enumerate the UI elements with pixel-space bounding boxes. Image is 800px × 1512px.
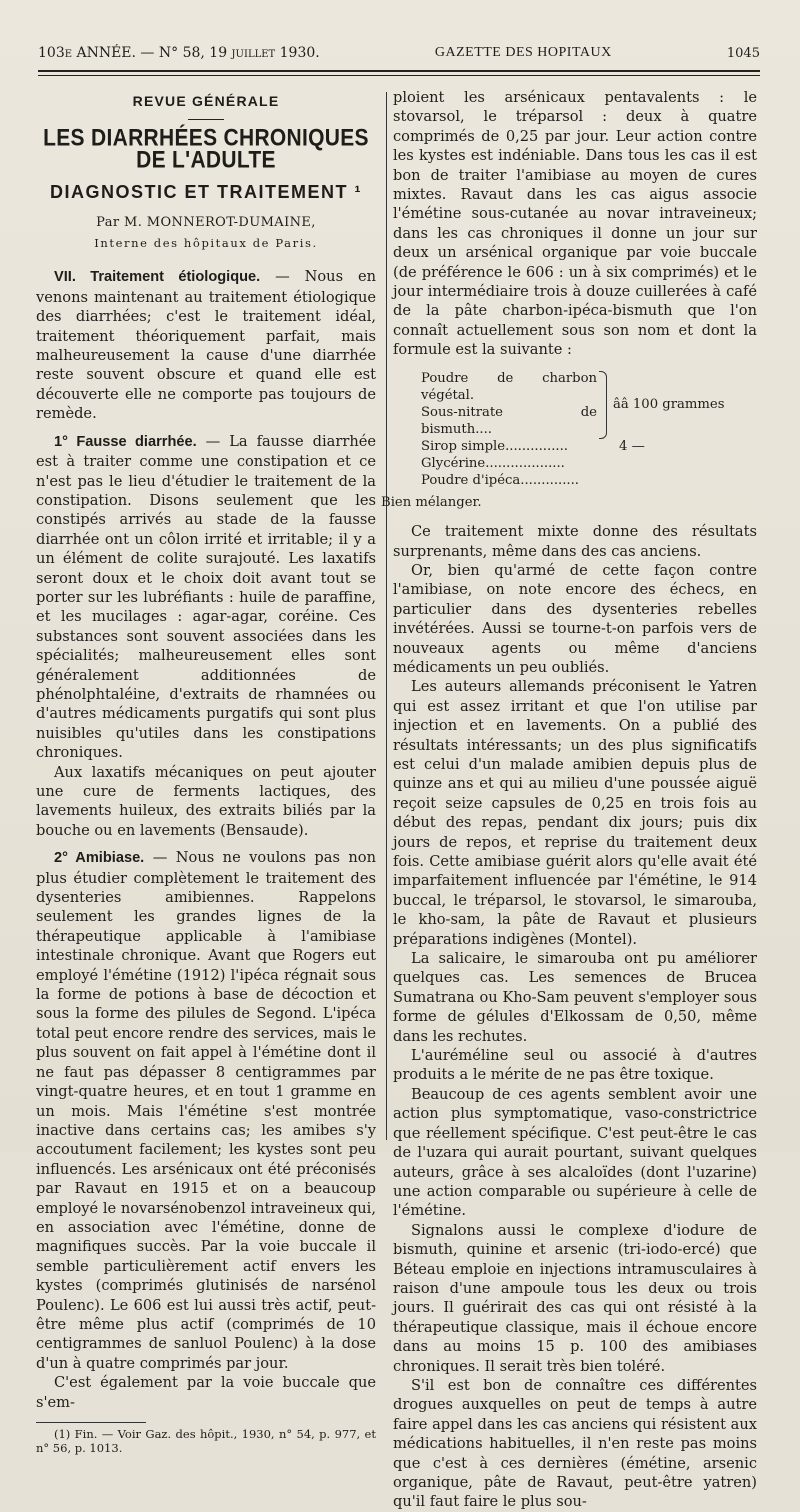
author-role: Interne des hôpitaux de Paris. [94, 236, 318, 251]
formula-item: Sirop simple............... [421, 438, 568, 454]
header-rule [38, 70, 760, 72]
article-subtitle: DIAGNOSTIC ET TRAITEMENT ¹ [50, 182, 362, 203]
footnote-rule [36, 1422, 146, 1423]
formula-note: Bien mélanger. [381, 494, 482, 510]
paragraph-text: — Nous en venons maintenant au traitement étiologique des diarrhées; c'est le traitement idéal, traitement théoriquement parfait, mais malheureusement la cause d'une diarrhée reste souvent obscure et quand elle est découverte elle ne comporte pas toujours de remède. [36, 268, 376, 423]
formula-item: Poudre d'ipéca.............. [421, 472, 579, 488]
paragraph: Aux laxatifs mécaniques on peut ajouter une cure de ferments lactiques, des lavements huileux, des extraits biliés par la bouche ou en lavements (Bensaude). [36, 763, 376, 839]
running-header [38, 40, 760, 66]
paragraph: Beaucoup de ces agents semblent avoir une action plus symptomatique, vaso-constrictrice que réellement spécifique. C'est peut-être le cas de l'uzara qui aurait pourtant, suivant quelques auteurs, grâce à ses alcaloïdes (dont l'uzarine) une action comparable ou supérieure à celle de l'émétine. [393, 1085, 757, 1220]
left-column [36, 88, 376, 1455]
paragraph [36, 848, 376, 1373]
section-heading: REVUE GÉNÉRALE [132, 93, 280, 109]
paragraph: Ce traitement mixte donne des résultats surprenants, même dans des cas anciens. [393, 523, 757, 560]
formula-block [421, 370, 757, 489]
journal-title: GAZETTE DES HOPITAUX [434, 45, 612, 60]
header-rule-thin [38, 75, 760, 76]
formula-item: Poudre de charbon végétal. [421, 370, 597, 403]
column-separator [386, 92, 387, 1140]
formula-quantity: ââ 100 grammes [613, 396, 725, 412]
formula-brace [599, 371, 607, 439]
formula-quantity-last: 4 — [619, 438, 645, 454]
issue-info: 103e ANNÉE. — N° 58, 19 juillet 1930. [38, 45, 320, 61]
paragraph-text: — La fausse diarrhée est à traiter comme une constipation et ce n'est pas le lieu d'étudier le traitement de la constipation. Disons seulement que les constipés arrivés au stade de la fausse diarrhée ont un côlon irrité et irritable; il y a un élément de colite surajouté. Les laxatifs seront doux et le choix doit avant tout se porter sur les lubréfiants : huile de paraffine, et les mucilages : agar-agar, coréine. Ces substances sont souvent associées dans les spécialités; malheureusement elles sont généralement additionnées de phénolphtaléine, d'extraits de rhamnées ou d'autres médicaments purgatifs qui sont plus nuisibles qu'utiles dans les constipations chroniques. [36, 432, 377, 762]
section-label: 2° Amibiase. [54, 850, 145, 867]
paragraph [36, 432, 376, 763]
page-number: 1045 [726, 45, 760, 61]
right-column [381, 88, 757, 1512]
paragraph: S'il est bon de connaître ces différentes drogues auxquelles on peut de temps à autre faire appel dans les cas anciens qui résistent aux médications habituelles, il n'en reste pas moins que c'est à ces dernières (émétine, arsenic organique, pâte de Ravaut, peut-être yatren) qu'il faut faire le plus sou- [393, 1376, 757, 1511]
author-line: Par M. MONNEROT-DUMAINE, [96, 214, 316, 230]
paragraph-text: — Nous ne voulons pas non plus étudier complètement le traitement des dysenteries amibiennes. Rappelons seulement les grandes lignes de la thérapeutique applicable à l'amibiase intestinale chronique. Avant que Rogers eut employé l'émétine (1912) l'ipéca régnait sous la forme de potions à base de décoction et sous la forme des pilules de Segond. L'ipéca total peut encore rendre des services, mais le plus souvent on fait appel à l'émétine dont il ne faut pas dépasser 8 centigrammes par vingt-quatre heures, et en tout 1 gramme en un mois. Mais l'émétine s'est montrée inactive dans certains cas; les amibes s'y accoutument facilement; les kystes sont peu influencés. Les arsénicaux ont été préconisés par Ravaut en 1915 et on a beaucoup employé le novarsénobenzol intraveineux qui, en association avec l'émétine, donne de magnifiques succès. Par la voie buccale il semble particulièrement actif envers les kystes (comprimés glutinisés de narsénol Poulenc). Le 606 est lui aussi très actif, peut-être même plus actif (comprimés de 10 centigrammes de sanluol Poulenc) à la dose d'un à quatre comprimés par jour. [36, 849, 376, 1372]
paragraph: Les auteurs allemands préconisent le Yatren qui est assez irritant et que l'on utilise par injection et en lavements. On a publié des résultats intéressants; un des plus significatifs est celui d'un malade amibien depuis plus de quinze ans et qui au milieu d'une poussée aiguë reçoit seize capsules de 0,25 en trois fois au début des repas, pendant dix jours; puis dix jours de repos, et reprise du traitement deux fois. Cette amibiase guérit alors qu'elle avait été imparfaitement influencée par l'émétine, le 914 buccal, le tréparsol, le stovarsol, le simarouba, le kho-sam, la pâte de Ravaut et plusieurs préparations indigènes (Montel). [393, 678, 757, 948]
article-title: LES DIARRHÉES CHRONIQUES DE L'ADULTE [43, 125, 369, 174]
paragraph [36, 267, 376, 423]
formula-item: Glycérine................... [421, 455, 565, 471]
paragraph: L'auréméline seul ou associé à d'autres produits a le mérite de ne pas être toxique. [393, 1047, 757, 1084]
paragraph: Or, bien qu'armé de cette façon contre l'amibiase, on note encore des échecs, en particulier dans des dysenteries rebelles invétérées. Aussi se tourne-t-on parfois vers de nouveaux agents ou même d'anciens médicaments un peu oubliés. [393, 561, 757, 676]
section-label: VII. Traitement étiologique. [54, 269, 261, 286]
footnote: (1) Fin. — Voir Gaz. des hôpit., 1930, n° 54, p. 977, et n° 56, p. 1013. [36, 1427, 376, 1455]
paragraph: C'est également par la voie buccale que s'em- [36, 1374, 376, 1411]
section-label: 1° Fausse diarrhée. [54, 433, 197, 450]
paragraph: Signalons aussi le complexe d'iodure de bismuth, quinine et arsenic (tri-iodo-ercé) que Béteau emploie en injections intramusculaires à raison d'une ampoule tous les deux ou trois jours. Il guérirait des cas qui ont résisté à la thérapeutique classique, mais il échoue encore dans au moins 15 p. 100 des amibiases chroniques. Il serait très bien toléré. [393, 1221, 757, 1375]
formula-item: Sous-nitrate de bismuth.... [421, 404, 597, 437]
paragraph: ploient les arsénicaux pentavalents : le stovarsol, le tréparsol : deux à quatre comprimés de 0,25 par jour. Leur action contre les kystes est indéniable. Dans tous les cas il est bon de traiter l'amibiase au moyen de cures mixtes. Ravaut dans les cas aigus associe l'émétine sous-cutanée au novar intraveineux; dans les cas chroniques il donne un jour sur deux un arsénical organique par voie buccale (de préférence le 606 : un à six comprimés) et le jour intermédiaire trois à douze cuillerées à café de la pâte charbon-ipéca-bismuth que l'on connaît actuellement sous son nom et dont la formule est la suivante : [393, 89, 757, 359]
title-rule [188, 119, 224, 120]
paragraph: La salicaire, le simarouba ont pu améliorer quelques cas. Les semences de Brucea Sumatrana ou Kho-Sam peuvent s'employer sous forme de gélules d'Elkossam de 0,50, même dans les rechutes. [393, 950, 757, 1045]
